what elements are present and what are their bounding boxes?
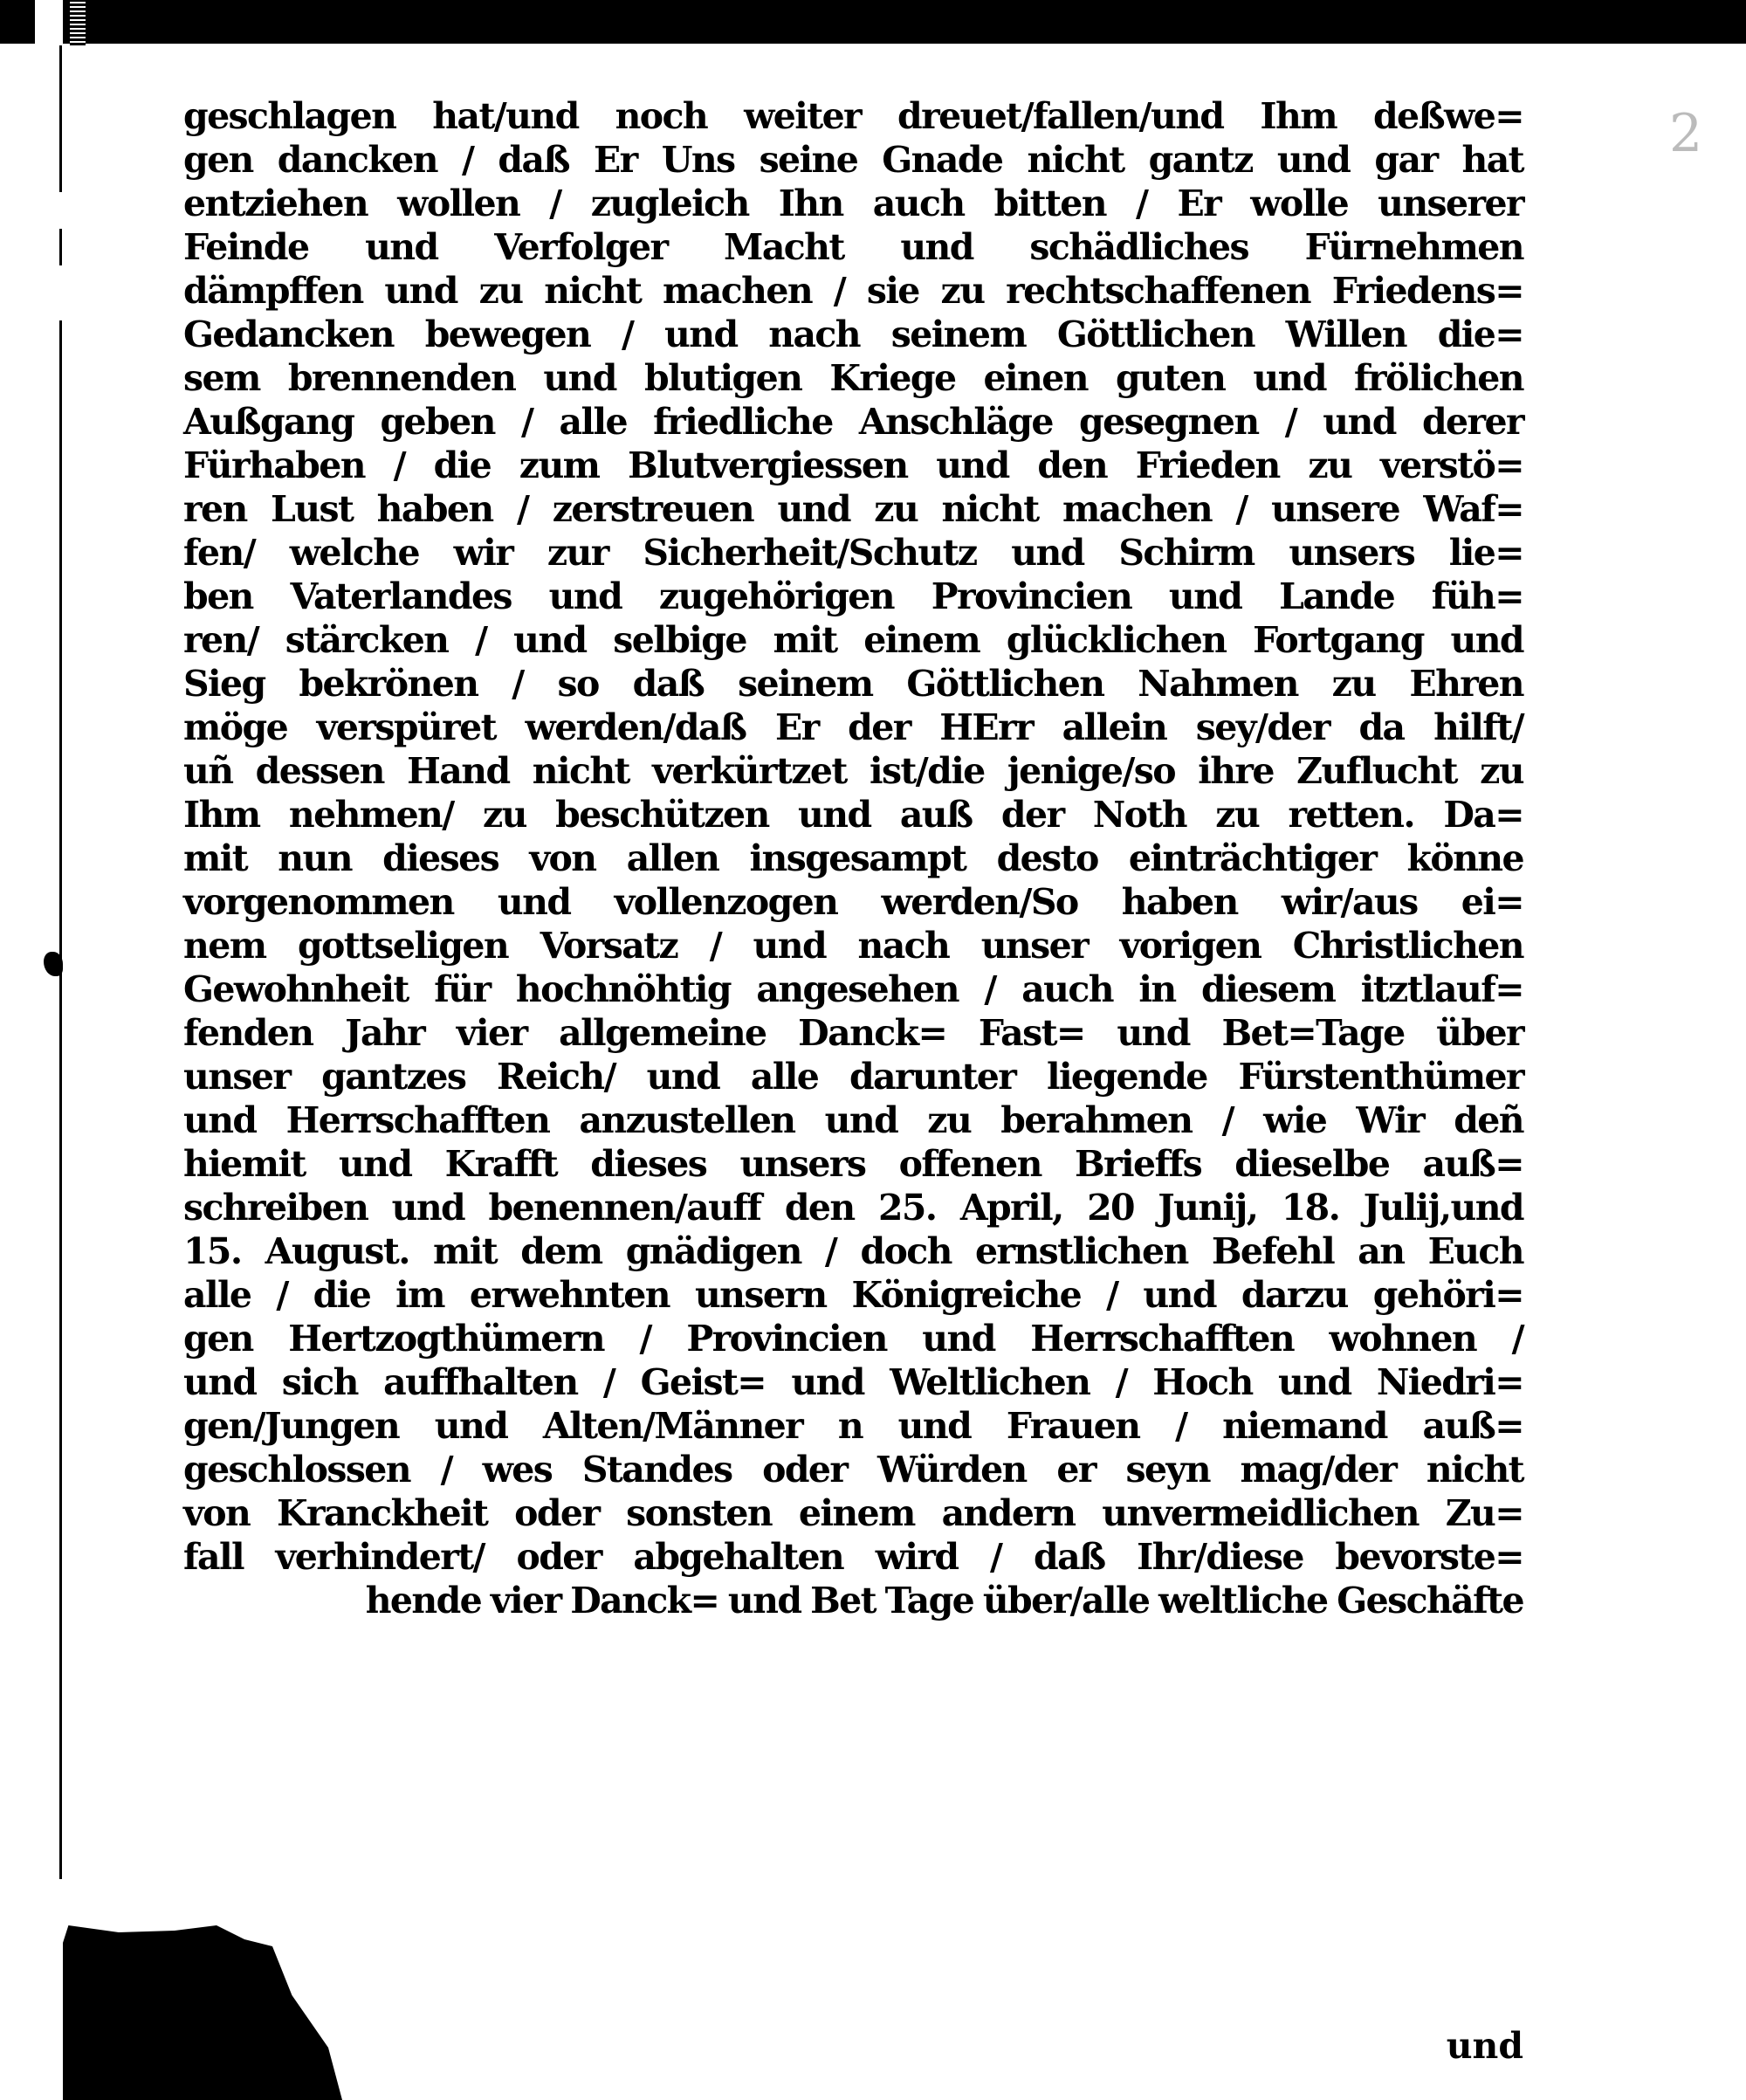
- text-line: Gedancken bewegen / und nach seinem Göttlichen Willen die=: [183, 313, 1523, 355]
- text-line: fall verhindert/ oder abgehalten wird / daß Ihr/diese bevorste=: [183, 1536, 1523, 1578]
- text-line: vorgenommen und vollenzogen werden/So haben wir/aus ei=: [183, 881, 1523, 923]
- text-line: sem brennenden und blutigen Kriege einen guten und frölichen: [183, 357, 1523, 399]
- scan-border-noise: [70, 0, 86, 45]
- page-damage-tear: [63, 1925, 342, 2100]
- text-line: fenden Jahr vier allgemeine Danck= Fast= und Bet=Tage über: [183, 1012, 1523, 1054]
- text-line: Feinde und Verfolger Macht und schädliches Fürnehmen: [183, 226, 1523, 268]
- text-line: gen Hertzogthümern / Provincien und Herrschafften wohnen /: [183, 1318, 1523, 1360]
- ink-blot: [44, 952, 63, 976]
- scan-border-top: [0, 0, 1746, 44]
- scan-border-gap: [35, 0, 63, 47]
- text-line: Fürhaben / die zum Blutvergiessen und den Frieden zu verstö=: [183, 444, 1523, 486]
- text-line: Gewohnheit für hochnöhtig angesehen / auch in diesem itztlauf=: [183, 968, 1523, 1010]
- text-line: gen dancken / daß Er Uns seine Gnade nicht gantz und gar hat: [183, 139, 1523, 181]
- text-line: Außgang geben / alle friedliche Anschläge gesegnen / und derer: [183, 401, 1523, 443]
- text-line: schreiben und benennen/auff den 25. April, 20 Junij, 18. Julij,und: [183, 1187, 1523, 1229]
- margin-page-number: 2: [1669, 103, 1703, 164]
- text-line: möge verspüret werden/daß Er der HErr allein sey/der da hilft/: [183, 706, 1523, 748]
- text-line: fen/ welche wir zur Sicherheit/Schutz und Schirm unsers lie=: [183, 532, 1523, 574]
- text-line: hende vier Danck= und Bet Tage über/alle weltliche Geschäfte: [365, 1580, 1523, 1621]
- text-line: uñ dessen Hand nicht verkürtzet ist/die jenige/so ihre Zuflucht zu: [183, 750, 1523, 792]
- text-line: von Kranckheit oder sonsten einem andern unvermeidlichen Zu=: [183, 1492, 1523, 1534]
- document-body: [183, 94, 1523, 1622]
- text-line: mit nun dieses von allen insgesampt desto einträchtiger könne: [183, 837, 1523, 879]
- text-line: geschlossen / wes Standes oder Würden er seyn mag/der nicht: [183, 1449, 1523, 1491]
- text-line: und sich auffhalten / Geist= und Weltlichen / Hoch und Niedri=: [183, 1361, 1523, 1403]
- text-line: ren Lust haben / zerstreuen und zu nicht machen / unsere Waf=: [183, 488, 1523, 530]
- text-line: ben Vaterlandes und zugehörigen Provincien und Lande füh=: [183, 575, 1523, 617]
- text-line: entziehen wollen / zugleich Ihn auch bitten / Er wolle unserer: [183, 182, 1523, 224]
- text-line: hiemit und Krafft dieses unsers offenen Brieffs dieselbe auß=: [183, 1143, 1523, 1185]
- text-line: unser gantzes Reich/ und alle darunter liegende Fürstenthümer: [183, 1056, 1523, 1098]
- text-line: nem gottseligen Vorsatz / und nach unser vorigen Christlichen: [183, 925, 1523, 967]
- text-line: 15. August. mit dem gnädigen / doch ernstlichen Befehl an Euch: [183, 1230, 1523, 1272]
- text-line: Ihm nehmen/ zu beschützen und auß der Noth zu retten. Da=: [183, 794, 1523, 836]
- catchword: und: [1446, 2025, 1523, 2067]
- text-line: alle / die im erwehnten unsern Königreiche / und darzu gehöri=: [183, 1274, 1523, 1316]
- text-line: ren/ stärcken / und selbige mit einem glücklichen Fortgang und: [183, 619, 1523, 661]
- text-line: gen/Jungen und Alten/Männer n und Frauen / niemand auß=: [183, 1405, 1523, 1447]
- text-line: und Herrschafften anzustellen und zu berahmen / wie Wir deñ: [183, 1099, 1523, 1141]
- text-line: dämpffen und zu nicht machen / sie zu rechtschaffenen Friedens=: [183, 270, 1523, 312]
- text-line: geschlagen hat/und noch weiter dreuet/fallen/und Ihm deßwe=: [183, 95, 1523, 137]
- text-line: Sieg bekrönen / so daß seinem Göttlichen Nahmen zu Ehren: [183, 663, 1523, 705]
